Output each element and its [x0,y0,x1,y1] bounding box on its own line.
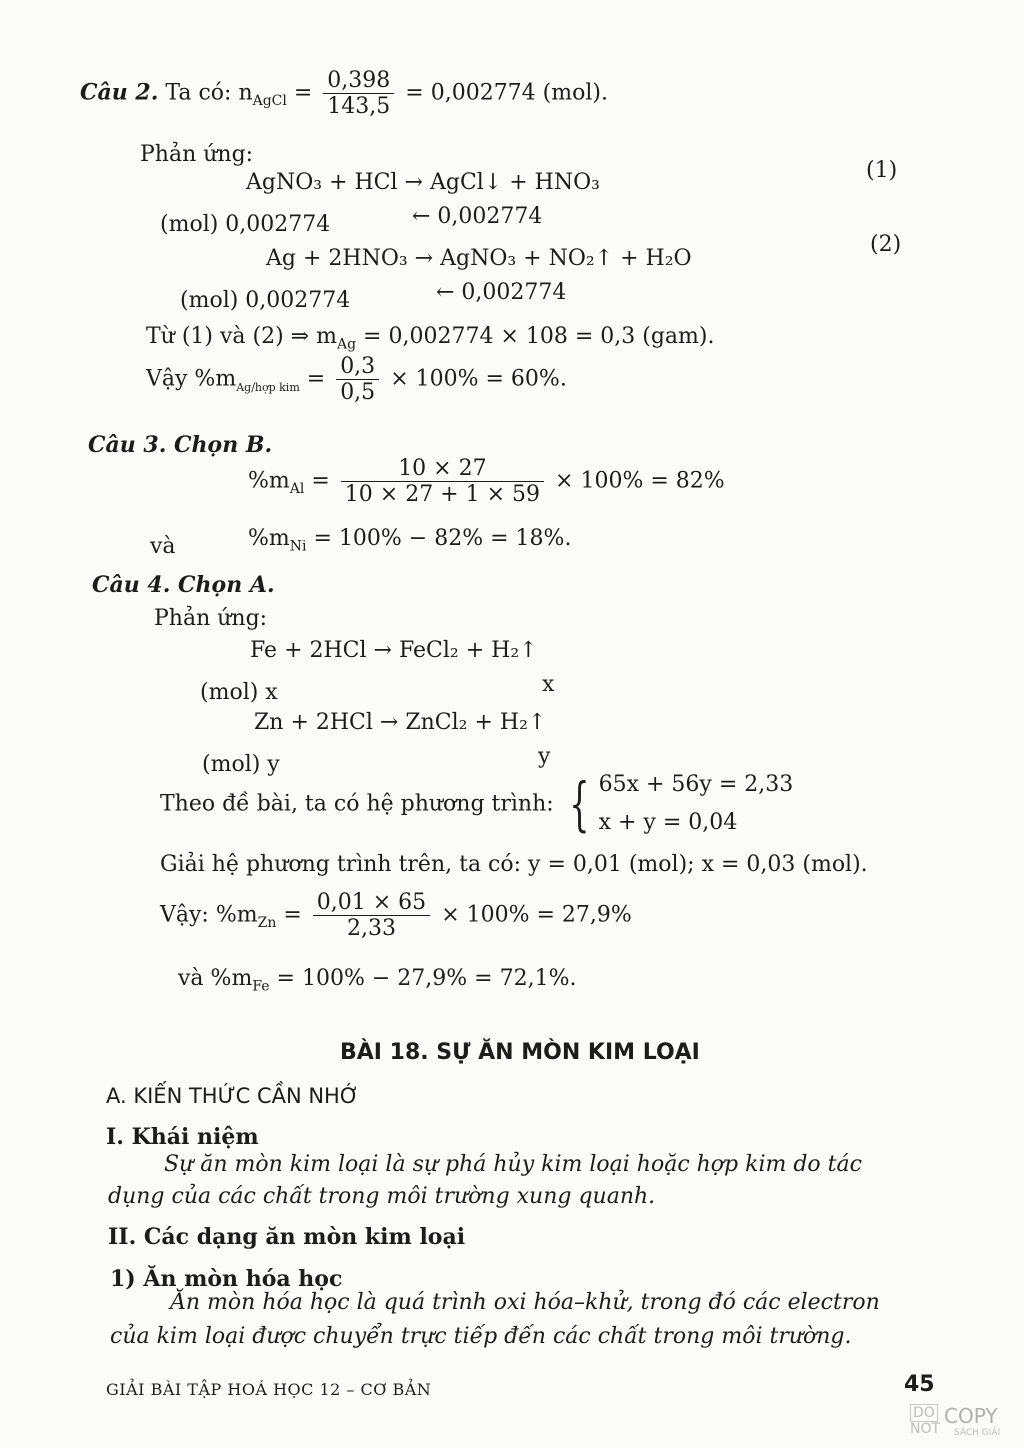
cau4-zn-sub: Zn [257,914,277,931]
cau2-intro: Ta có: n [165,80,253,106]
do-not-copy-stamp [908,1402,1008,1444]
cau3-al-rest: × 100% = 82% [555,468,725,494]
section-1-text-2: dụng của các chất trong môi trường xung quanh. [108,1184,656,1209]
cau4-system [160,766,793,842]
footer-book-title: GIẢI BÀI TẬP HOÁ HỌC 12 – CƠ BẢN [106,1380,432,1399]
cau4-equations [599,766,794,842]
cau2-reaction-1: AgNO₃ + HCl → AgCl↓ + HNO₃ [246,170,600,195]
cau4-mol-y: (mol) y [202,752,280,777]
cau2-mol-right-2: ← 0,002774 [436,280,567,305]
cau4-reaction-1: Fe + 2HCl → FeCl₂ + H₂↑ [250,638,538,663]
stamp-not: NOT [910,1421,941,1437]
cau4-zn-den: 2,33 [346,916,396,941]
cau2-mass-rest: = 0,002774 × 108 = 0,3 (gam). [356,324,715,349]
cau4-zn-line: Vậy: $\%m_{Zn}$ = $\frac{0,01 \times 65}{2,33}$ × 100% = 27,9% [160,890,632,941]
cau2-percent-line: Vậy $\%m_{Ag/hợp kim}$ = $\frac{0,3}{0,5}$ × 100% = 60%. [146,354,567,405]
cau4-zn-prefix: Vậy: %m [160,902,258,928]
cau2-sub: AgCl [252,92,287,109]
cau2-pct-prefix: Vậy %m [146,366,237,392]
cau3-al-num: 10 × 27 [341,456,544,482]
cau2-mol-right-1: ← 0,002774 [412,204,543,229]
cau4-y: y [538,744,551,769]
cau4-solve: Giải hệ phương trình trên, ta có: y = 0,01 (mol); x = 0,03 (mol). [160,852,868,877]
cau4-eq2: x + y = 0,04 [598,810,738,835]
cau3-al-den: 10 × 27 + 1 × 59 [344,482,541,507]
cau2-pct-den: 0,5 [340,380,376,405]
cau2-mass-text: Từ (1) và (2) ⇒ m [146,324,337,349]
cau3-heading: Câu 3. Chọn B. [88,432,273,458]
cau4-fe-prefix: và %m [178,966,253,991]
cau2-pct-rest: × 100% = 60%. [390,366,567,392]
cau3-ni-line [248,526,571,554]
section-1-heading: I. Khái niệm [106,1124,259,1150]
cau2-mass-sub: Ag [336,336,357,353]
cau3-al-sub: Al [289,480,305,497]
cau3-al-line: $\%m_{Al}$ = $\frac{10 \times 27}{10 \times 27 + 1 \times 59}$ × 100% = 82% [248,456,725,507]
cau2-reaction-1-number: (1) [866,158,898,183]
stamp-copy: COPY [944,1404,998,1428]
page-number: 45 [904,1372,935,1397]
cau2-pct-sub: Ag/hợp kim [236,380,300,394]
cau4-system-label: Theo đề bài, ta có hệ phương trình: [160,791,554,817]
cau4-heading: Câu 4. Chọn A. [92,572,275,598]
cau4-zn-fraction [313,890,430,941]
cau4-eq1: 65x + 56y = 2,33 [598,772,794,797]
cau3-ni-rest: = 100% − 82% = 18%. [306,526,572,551]
cau2-reaction-2-number: (2) [870,232,902,257]
stamp-sach: SÁCH GIẢI [954,1428,1001,1438]
section-2-1-text-2: của kim loại được chuyển trực tiếp đến các chất trong môi trường. [110,1324,852,1349]
cau4-fe-rest: = 100% − 27,9% = 72,1%. [269,966,577,991]
cau2-reaction-label: Phản ứng: [140,142,254,167]
cau4-reaction-2: Zn + 2HCl → ZnCl₂ + H₂↑ [254,710,547,735]
cau2-fraction [323,68,394,119]
cau4-fe-sub: Fe [252,978,270,995]
cau3-al-fraction [341,456,544,507]
cau4-reaction-label: Phản ứng: [154,606,268,631]
cau2-pct-num: 0,3 [336,354,379,380]
cau2-line: Câu 2. Ta có: $n_{AgCl}$ = $\frac{0,398}{143,5}$ = 0,002774 (mol). [80,68,608,119]
cau4-zn-num: 0,01 × 65 [313,890,430,916]
cau4-fe-line [178,966,576,994]
cau3-al-prefix: %m [248,468,290,494]
cau2-result: = 0,002774 (mol). [405,80,608,106]
section-2-1-heading: 1) Ăn mòn hóa học [110,1266,343,1292]
system-brace: { [568,770,590,838]
cau2-mass-line [146,324,715,352]
cau2-num: 0,398 [323,68,394,94]
section-2-heading: II. Các dạng ăn mòn kim loại [108,1224,466,1250]
cau2-mol-left-2: (mol) 0,002774 [180,288,351,313]
cau2-pct-fraction [336,354,379,405]
stamp-do: DO [910,1404,938,1422]
section-1-text-1: Sự ăn mòn kim loại là sự phá hủy kim loại hoặc hợp kim do tác [164,1152,862,1177]
section-a-heading: A. KIẾN THỨC CẦN NHỚ [106,1084,360,1108]
cau4-x: x [542,672,555,697]
lesson-title: BÀI 18. SỰ ĂN MÒN KIM LOẠI [340,1040,700,1065]
section-2-1-text-1: Ăn mòn hóa học là quá trình oxi hóa–khử, trong đó các electron [170,1290,880,1315]
cau3-ni-prefix: %m [248,526,290,551]
cau2-mol-left-1: (mol) 0,002774 [160,212,331,237]
cau2-den: 143,5 [327,94,391,119]
cau4-zn-rest: × 100% = 27,9% [441,902,632,928]
cau4-mol-x: (mol) x [200,680,278,705]
cau3-va: và [150,534,176,559]
cau3-ni-sub: Ni [289,538,307,555]
cau2-heading: Câu 2. [80,79,159,106]
cau2-reaction-2: Ag + 2HNO₃ → AgNO₃ + NO₂↑ + H₂O [266,246,692,271]
